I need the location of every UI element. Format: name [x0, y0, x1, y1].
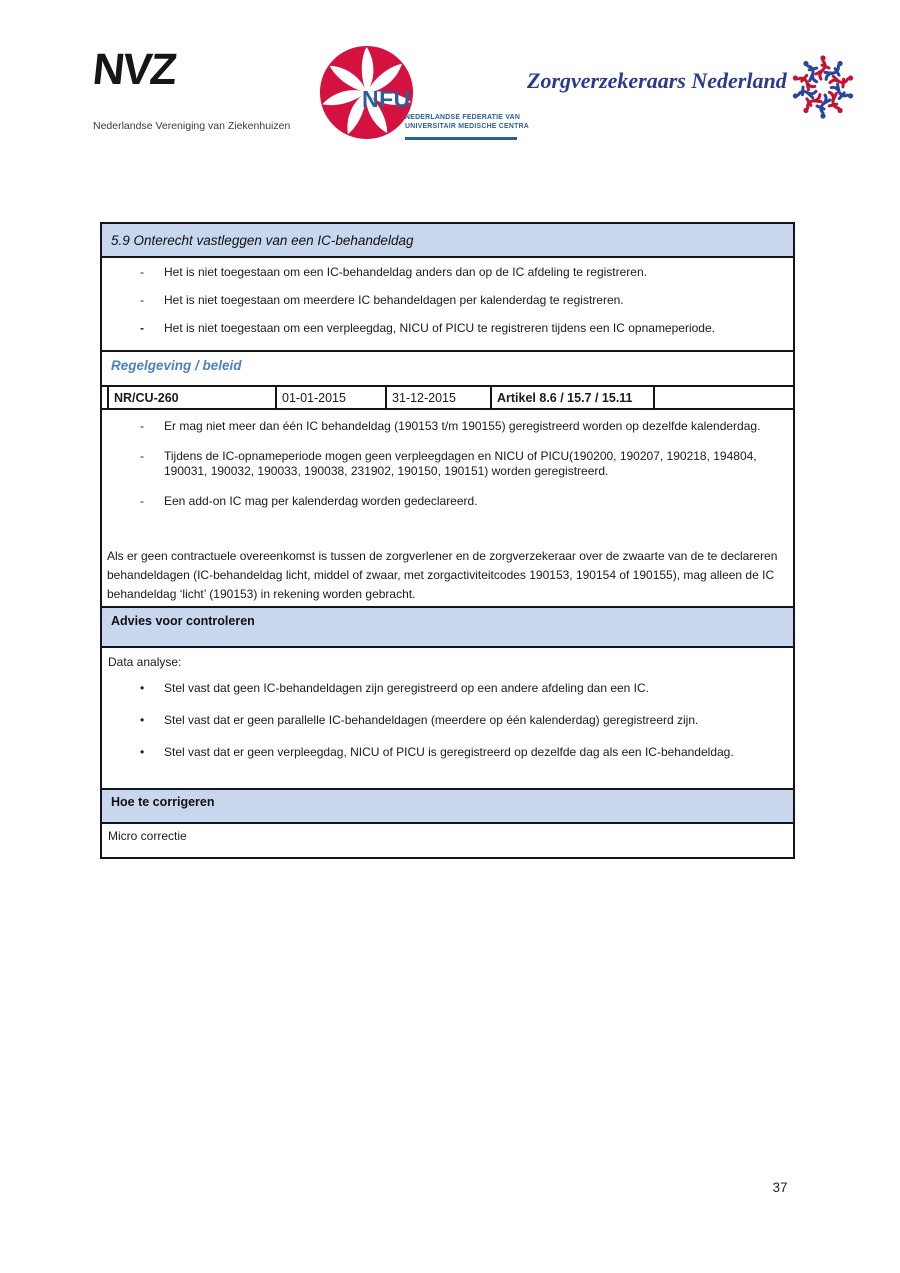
rule-text: Het is niet toegestaan om meerdere IC behandeldagen per kalenderdag te registreren. — [164, 293, 624, 307]
correctie-section — [102, 824, 793, 857]
nfu-caption — [405, 114, 529, 131]
dash-marker: - — [140, 419, 144, 433]
list-item — [102, 321, 793, 336]
control-table — [100, 222, 795, 859]
list-item — [102, 419, 793, 434]
regelgeving-items — [102, 410, 793, 545]
nvz-logo — [90, 45, 291, 132]
advies-intro: Data analyse: — [108, 655, 182, 669]
advies-item-text: Stel vast dat er geen verpleegdag, NICU of PICU is geregistreerd op dezelfde dag als een IC-behandeldag. — [164, 745, 734, 759]
dash-marker: - — [140, 265, 144, 279]
dash-marker: - — [140, 321, 144, 335]
list-item — [102, 745, 793, 760]
advies-heading-bar — [102, 606, 793, 648]
correctie-heading-bar — [102, 788, 793, 824]
regulation-code: NR/CU-260 — [107, 387, 275, 408]
contract-paragraph: Als er geen contractuele overeenkomst is tussen de zorgverlener en de zorgverzekeraar over de zwaarte van de te declareren behandeldagen (IC-behandeldag licht, middel of zwaar, met zorgactiviteitcodes 190153, 190154 of 190155), mag alleen de IC behandeldag ‘licht’ (190153) in rekening worden gebracht. — [107, 549, 778, 601]
list-item — [102, 713, 793, 728]
bullet-marker: • — [140, 745, 145, 759]
regulation-empty-cell — [653, 387, 793, 408]
dash-marker: - — [140, 494, 144, 508]
advies-heading: Advies voor controleren — [111, 614, 255, 628]
regelgeving-item-text: Er mag niet meer dan één IC behandeldag (190153 t/m 190155) geregistreerd worden op dezelfde kalenderdag. — [164, 419, 761, 433]
dash-marker: - — [140, 293, 144, 307]
nvz-logo-icon: NVZ — [90, 45, 178, 94]
regulation-start-date: 01-01-2015 — [275, 387, 385, 408]
bullet-marker: • — [140, 713, 145, 727]
regulation-artikel: Artikel 8.6 / 15.7 / 15.11 — [490, 387, 653, 408]
nfu-wordmark: NFU — [362, 86, 411, 112]
regelgeving-item-text: Tijdens de IC-opnameperiode mogen geen verpleegdagen en NICU of PICU(190200, 190207, 190218, 194804, 190031, 190032, 190033, 190038, 231902, 190150, 190151) worden geregistreerd. — [164, 449, 757, 478]
bullet-marker: • — [140, 681, 145, 695]
regelgeving-heading: Regelgeving / beleid — [102, 350, 793, 385]
nfu-rule — [405, 137, 517, 140]
rule-text: Het is niet toegestaan om een verpleegdag, NICU of PICU te registreren tijdens een IC opnameperiode. — [164, 321, 715, 335]
correctie-body: Micro correctie — [108, 829, 187, 843]
advies-section — [102, 648, 793, 788]
correctie-heading: Hoe te corrigeren — [111, 795, 215, 809]
nfu-caption-line1: NEDERLANDSE FEDERATIE VAN — [405, 114, 521, 121]
list-item — [102, 449, 793, 479]
advies-item-text: Stel vast dat geen IC-behandeldagen zijn geregistreerd op een andere afdeling dan een IC. — [164, 681, 650, 695]
nvz-caption: Nederlandse Vereniging van Ziekenhuizen — [93, 120, 291, 132]
page-number: 37 — [772, 1180, 788, 1195]
section-title: 5.9 Onterecht vastleggen van een IC-behandeldag — [111, 232, 414, 248]
nfu-caption-line2: UNIVERSITAIR MEDISCHE CENTRA — [405, 122, 530, 130]
zn-figures-icon — [786, 50, 860, 124]
list-item — [102, 681, 793, 696]
regulation-row — [102, 385, 793, 410]
nfu-logo — [318, 44, 528, 146]
regulation-end-date: 31-12-2015 — [385, 387, 490, 408]
rule-text: Het is niet toegestaan om een IC-behandeldag anders dan op de IC afdeling te registreren. — [164, 265, 647, 279]
section-title-bar — [102, 224, 793, 258]
regelgeving-item-text: Een add-on IC mag per kalenderdag worden gedeclareerd. — [164, 494, 478, 508]
list-item — [102, 293, 793, 308]
dash-marker: - — [140, 449, 144, 463]
list-item — [102, 494, 793, 509]
advies-item-text: Stel vast dat er geen parallelle IC-behandeldagen (meerdere op één kalenderdag) geregistreerd zijn. — [164, 713, 699, 727]
rules-section — [102, 258, 793, 350]
zn-wordmark: Zorgverzekeraars Nederland — [527, 68, 787, 93]
list-item — [102, 265, 793, 280]
